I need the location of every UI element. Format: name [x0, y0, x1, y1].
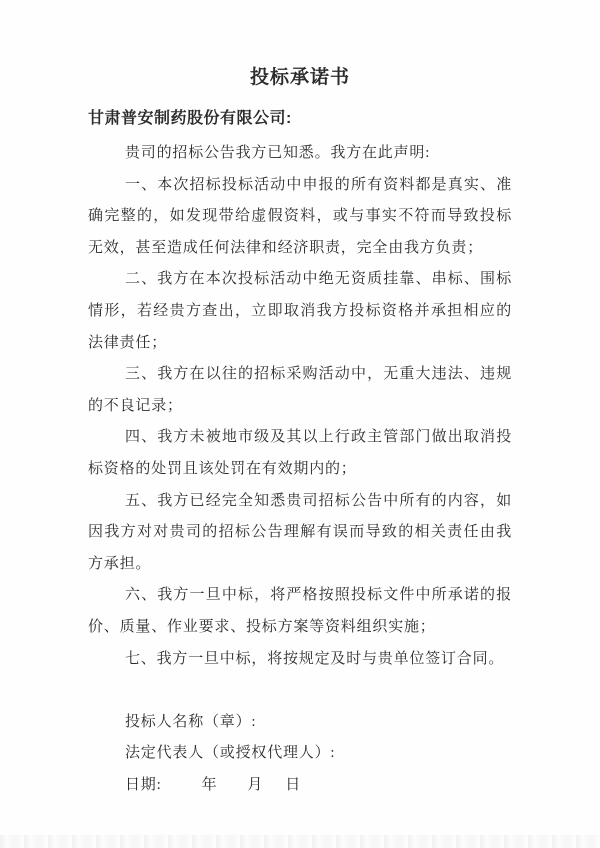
- year-label: 年: [201, 776, 218, 793]
- document-title: 投标承诺书: [249, 67, 350, 88]
- legal-representative-line: 法定代表人（或授权代理人）:: [125, 745, 336, 762]
- clause-paragraph-1: 一、本次招标投标活动中申报的所有资料都是真实、准确完整的，如发现带给虚假资料，或与事实不符而导致投标无效，甚至造成任何法律和经济职责，完全由我方负责；: [88, 176, 512, 256]
- scan-artifact-edge: [0, 835, 600, 848]
- document-body: [88, 138, 512, 675]
- intro-paragraph: 贵司的招标公告我方已知悉。我方在此声明:: [125, 145, 431, 161]
- date-label: 日期:: [125, 776, 162, 793]
- day-label: 日: [285, 776, 302, 793]
- recipient-line: 甘肃普安制药股份有限公司:: [88, 110, 292, 127]
- clause-paragraph-7: 七、我方一旦中标，将按规定及时与贵单位签订合同。: [125, 650, 505, 667]
- clause-paragraph-5: 五、我方已经完全知悉贵司招标公告中所有的内容，如因我方对对贵司的招标公告理解有误而导致的相关责任由我方承担。: [88, 492, 512, 572]
- clause-paragraph-2: 二、我方在本次投标活动中绝无资质挂靠、串标、围标情形，若经贵方查出，立即取消我方投标资格并承担相应的法律责任；: [88, 271, 512, 351]
- clause-paragraph-3: 三、我方在以往的招标采购活动中，无重大违法、违规的不良记录；: [88, 366, 512, 414]
- signature-block: [88, 707, 512, 802]
- month-label: 月: [247, 776, 264, 793]
- date-line: [88, 770, 512, 802]
- clause-paragraph-6: 六、我方一旦中标，将严格按照投标文件中所承诺的报价、质量、作业要求、投标方案等资料组织实施；: [88, 587, 512, 635]
- clause-paragraph-4: 四、我方未被地市级及其以上行政主管部门做出取消投标资格的处罚且该处罚在有效期内的；: [88, 429, 512, 477]
- bidder-name-line: 投标人名称（章）:: [125, 713, 257, 730]
